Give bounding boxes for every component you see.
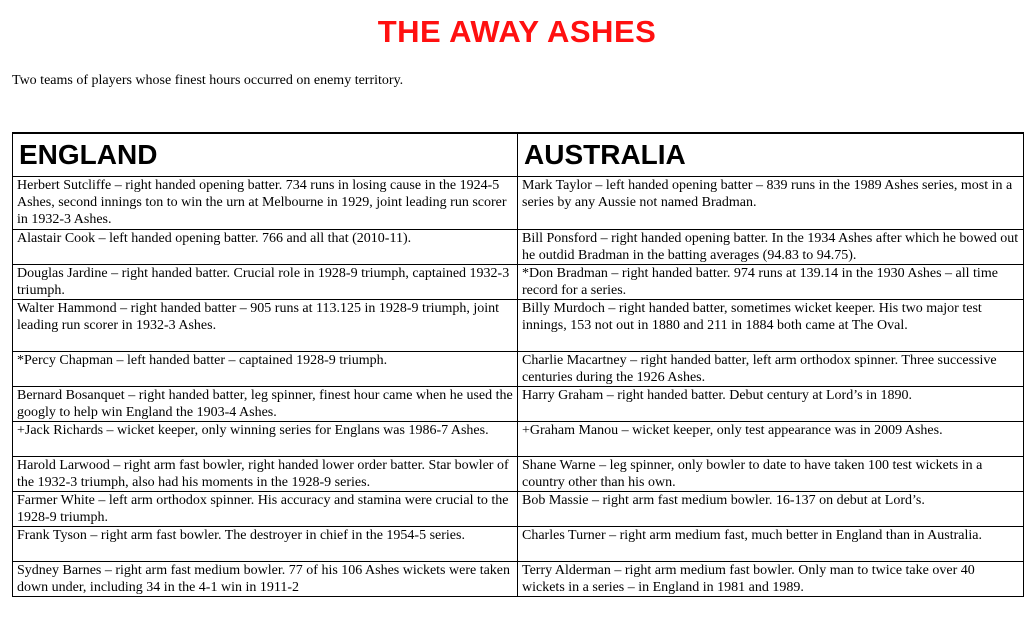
england-player-cell xyxy=(13,527,518,562)
player-description: +Jack Richards – wicket keeper, only winning series for Englans was 1986-7 Ashes. xyxy=(17,423,489,438)
table-row xyxy=(13,527,1024,562)
table-row xyxy=(13,422,1024,457)
player-description: Shane Warne – leg spinner, only bowler to date to have taken 100 test wickets in a country other than his own. xyxy=(522,458,983,490)
header-england: ENGLAND xyxy=(13,133,518,177)
player-description: Sydney Barnes – right arm fast medium bowler. 77 of his 106 Ashes wickets were taken down under, including 34 in the 4-1 win in 1911-2 xyxy=(17,563,511,595)
ashes-table xyxy=(12,132,1024,597)
england-player-cell xyxy=(13,387,518,422)
table-row xyxy=(13,265,1024,300)
australia-player-cell xyxy=(518,422,1024,457)
player-description: Harold Larwood – right arm fast bowler, right handed lower order batter. Star bowler of the 1932-3 triumph, also had his moments in the 1928-9 series. xyxy=(17,458,509,490)
england-player-cell xyxy=(13,230,518,265)
table-row xyxy=(13,177,1024,230)
england-player-cell xyxy=(13,265,518,300)
australia-player-cell xyxy=(518,352,1024,387)
australia-player-cell xyxy=(518,300,1024,352)
table-row xyxy=(13,387,1024,422)
table-row xyxy=(13,352,1024,387)
australia-player-cell xyxy=(518,230,1024,265)
player-description: Alastair Cook – left handed opening batter. 766 and all that (2010-11). xyxy=(17,231,412,246)
player-description: *Percy Chapman – left handed batter – captained 1928-9 triumph. xyxy=(17,353,388,368)
australia-player-cell xyxy=(518,562,1024,597)
page-subtitle: Two teams of players whose finest hours occurred on enemy territory. xyxy=(12,73,404,88)
page-title: THE AWAY ASHES xyxy=(377,14,657,49)
player-description: Charles Turner – right arm medium fast, much better in England than in Australia. xyxy=(522,528,982,543)
australia-player-cell xyxy=(518,492,1024,527)
player-description: Charlie Macartney – right handed batter, left arm orthodox spinner. Three successive centuries during the 1926 Ashes. xyxy=(522,353,997,385)
player-description: Douglas Jardine – right handed batter. Crucial role in 1928-9 triumph, captained 1932-3 triumph. xyxy=(17,266,510,298)
player-description: Mark Taylor – left handed opening batter – 839 runs in the 1989 Ashes series, most in a series by any Aussie not named Bradman. xyxy=(522,178,1013,210)
england-player-cell xyxy=(13,300,518,352)
player-description: Terry Alderman – right arm medium fast bowler. Only man to twice take over 40 wickets in a series – in England in 1981 and 1989. xyxy=(522,563,975,595)
player-description: Bob Massie – right arm fast medium bowler. 16-137 on debut at Lord’s. xyxy=(522,493,925,508)
australia-player-cell xyxy=(518,527,1024,562)
england-player-cell xyxy=(13,422,518,457)
england-player-cell xyxy=(13,177,518,230)
table-body xyxy=(13,177,1024,597)
england-player-cell xyxy=(13,352,518,387)
player-description: *Don Bradman – right handed batter. 974 runs at 139.14 in the 1930 Ashes – all time record for a series. xyxy=(522,266,998,298)
player-description: Harry Graham – right handed batter. Debut century at Lord’s in 1890. xyxy=(522,388,912,403)
table-row xyxy=(13,457,1024,492)
player-description: Bernard Bosanquet – right handed batter, leg spinner, finest hour came when he used the googly to help win England the 1903-4 Ashes. xyxy=(17,388,513,420)
player-description: +Graham Manou – wicket keeper, only test appearance was in 2009 Ashes. xyxy=(522,423,943,438)
england-player-cell xyxy=(13,492,518,527)
player-description: Billy Murdoch – right handed batter, sometimes wicket keeper. His two major test innings, 153 not out in 1880 and 211 in 1884 both came at The Oval. xyxy=(522,301,982,333)
table-row xyxy=(13,230,1024,265)
australia-player-cell xyxy=(518,457,1024,492)
australia-player-cell xyxy=(518,265,1024,300)
table-row xyxy=(13,492,1024,527)
table-row xyxy=(13,562,1024,597)
player-description: Frank Tyson – right arm fast bowler. The destroyer in chief in the 1954-5 series. xyxy=(17,528,465,543)
player-description: Herbert Sutcliffe – right handed opening batter. 734 runs in losing cause in the 1924-5 Ashes, second innings ton to win the urn at Melbourne in 1929, joint leading run scorer in 1932-3 Ashes. xyxy=(17,178,507,227)
header-australia: AUSTRALIA xyxy=(518,133,1024,177)
player-description: Walter Hammond – right handed batter – 905 runs at 113.125 in 1928-9 triumph, joint leading run scorer in 1932-3 Ashes. xyxy=(17,301,500,333)
table-header-row xyxy=(13,133,1024,177)
player-description: Farmer White – left arm orthodox spinner. His accuracy and stamina were crucial to the 1928-9 triumph. xyxy=(17,493,509,525)
player-description: Bill Ponsford – right handed opening batter. In the 1934 Ashes after which he bowed out he outdid Bradman in the batting averages (94.83 to 94.75). xyxy=(522,231,1019,263)
england-player-cell xyxy=(13,562,518,597)
table-row xyxy=(13,300,1024,352)
australia-player-cell xyxy=(518,177,1024,230)
australia-player-cell xyxy=(518,387,1024,422)
england-player-cell xyxy=(13,457,518,492)
